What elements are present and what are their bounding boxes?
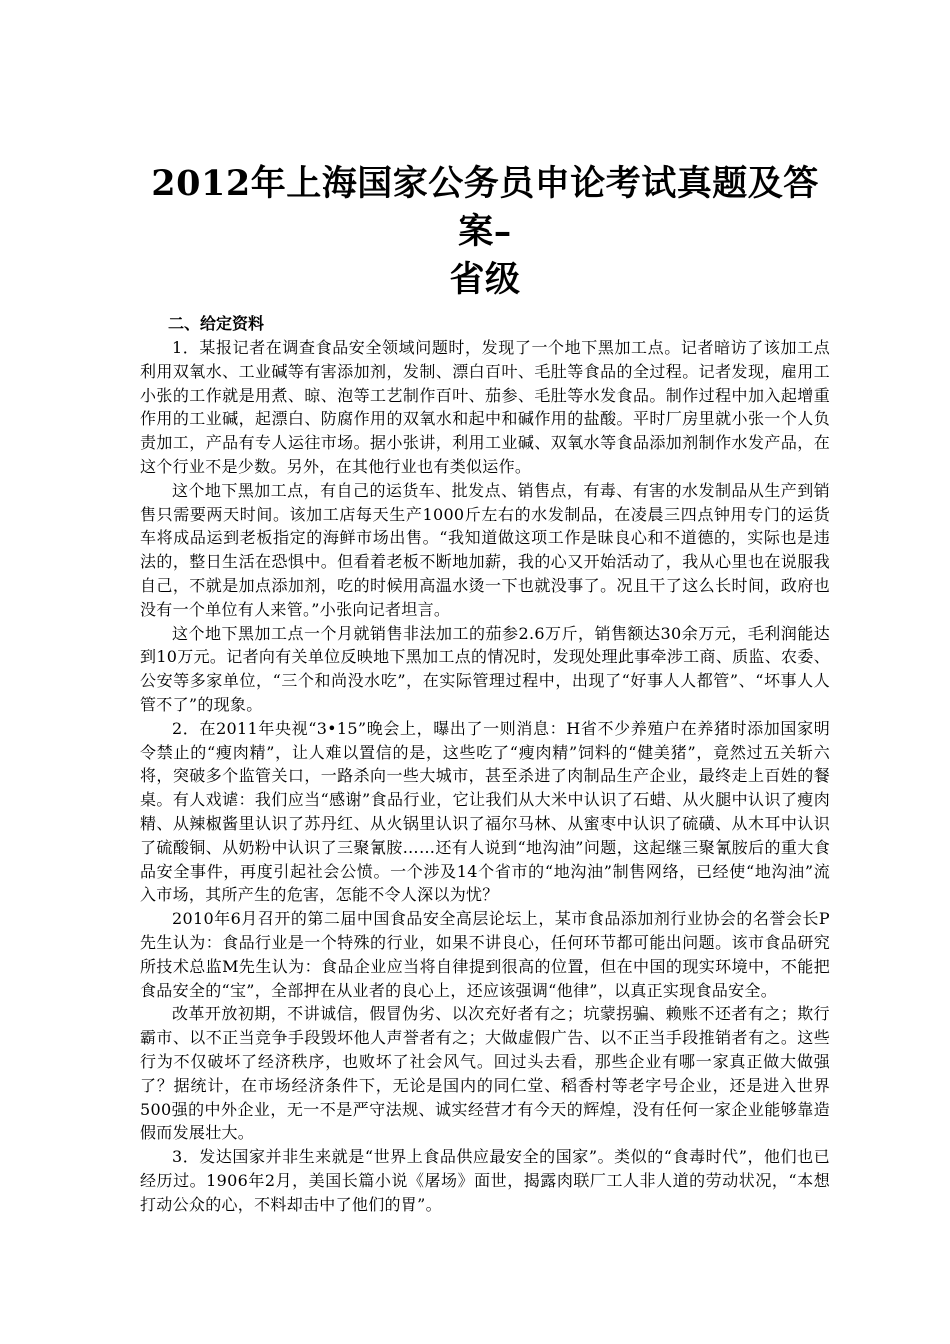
paragraph-1: 1．某报记者在调查食品安全领域问题时，发现了一个地下黑加工点。记者暗访了该加工点利用双氧水、工业碱等有害添加剂，发制、漂白百叶、毛肚等食品的全过程。记者发现，雇用工小张的工作就是用煮、晾、泡等工艺制作百叶、茄参、毛肚等水发食品。制作过程中加入起增重作用的工业碱，起漂白、防腐作用的双氧水和起中和碱作用的盐酸。平时厂房里就小张一个人负责加工，产品有专人运往市场。据小张讲，利用工业碱、双氧水等食品添加剂制作水发产品，在这个行业不是少数。另外，在其他行业也有类似运作。	[140, 338, 830, 476]
paragraph-4: 2．在2011年央视“3•15”晚会上，曝出了一则消息：H省不少养殖户在养猪时添加国家明令禁止的“瘦肉精”，让人难以置信的是，这些吃了“瘦肉精”饲料的“健美猪”，竟然过五关斩六将，突破多个监管关口，一路杀向一些大城市，甚至杀进了肉制品生产企业，最终走上百姓的餐桌。有人戏谑：我们应当“感谢”食品行业，它让我们从大米中认识了石蜡、从火腿中认识了瘦肉精、从辣椒酱里认识了苏丹红、从火锅里认识了福尔马林、从蜜枣中认识了硫磺、从木耳中认识了硫酸铜、从奶粉中认识了三聚氰胺……还有人说到“地沟油”问题，这起继三聚氰胺后的重大食品安全事件，再度引起社会公愤。一个涉及14个省市的“地沟油”制售网络，已经使“地沟油”流入市场，其所产生的危害，怎能不令人深以为忧？	[140, 718, 830, 905]
document-title	[140, 160, 830, 304]
paragraph-5: 2010年6月召开的第二届中国食品安全高层论坛上，某市食品添加剂行业协会的名誉会长P先生认为：食品行业是一个特殊的行业，如果不讲良心，任何环节都可能出问题。该市食品研究所技术总监M先生认为：食品企业应当将自律提到很高的位置，但在中国的现实环境中，不能把食品安全的“宝”，全部押在从业者的良心上，还应该强调“他律”，以真正实现食品安全。	[140, 909, 830, 1000]
title-line-2: 省级	[449, 259, 521, 300]
paragraph-7: 3．发达国家并非生来就是“世界上食品供应最安全的国家”。类似的“食毒时代”，他们也已经历过。1906年2月，美国长篇小说《屠场》面世，揭露肉联厂工人非人道的劳动状况，“本想打动公众的心，不料却击中了他们的胃”。	[140, 1147, 830, 1214]
section-heading: 二、给定资料	[168, 314, 265, 333]
paragraph-6: 改革开放初期，不讲诚信，假冒伪劣、以次充好者有之；坑蒙拐骗、赖账不还者有之；欺行霸市、以不正当竞争手段毁坏他人声誉者有之；大做虚假广告、以不正当手段推销者有之。这些行为不仅破坏了经济秩序，也败坏了社会风气。回过头去看，那些企业有哪一家真正做大做强了？据统计，在市场经济条件下，无论是国内的同仁堂、稻香村等老字号企业，还是进入世界500强的中外企业，无一不是严守法规、诚实经营才有今天的辉煌，没有任何一家企业能够靠造假而发展壮大。	[140, 1004, 830, 1143]
document-page	[140, 160, 830, 1216]
paragraph-2: 这个地下黑加工点，有自己的运货车、批发点、销售点，有毒、有害的水发制品从生产到销售只需要两天时间。该加工店每天生产1000斤左右的水发制品，在凌晨三四点钟用专门的运货车将成品运到老板指定的海鲜市场出售。“我知道做这项工作是昧良心和不道德的，实际也是违法的，整日生活在恐惧中。但看着老板不断地加薪，我的心又开始活动了，我从心里也在说服我自己，不就是加点添加剂，吃的时候用高温水烫一下也就没事了。况且干了这么长时间，政府也没有一个单位有人来管。”小张向记者坦言。	[140, 480, 830, 619]
title-line-1: 2012年上海国家公务员申论考试真题及答案–	[151, 163, 819, 252]
paragraph-3: 这个地下黑加工点一个月就销售非法加工的茄参2.6万斤，销售额达30余万元，毛利润能达到10万元。记者向有关单位反映地下黑加工点的情况时，发现处理此事牵涉工商、质监、农委、公安等多家单位，“三个和尚没水吃”，在实际管理过程中，出现了“好事人人都管”、“坏事人人管不了”的现象。	[140, 623, 830, 714]
